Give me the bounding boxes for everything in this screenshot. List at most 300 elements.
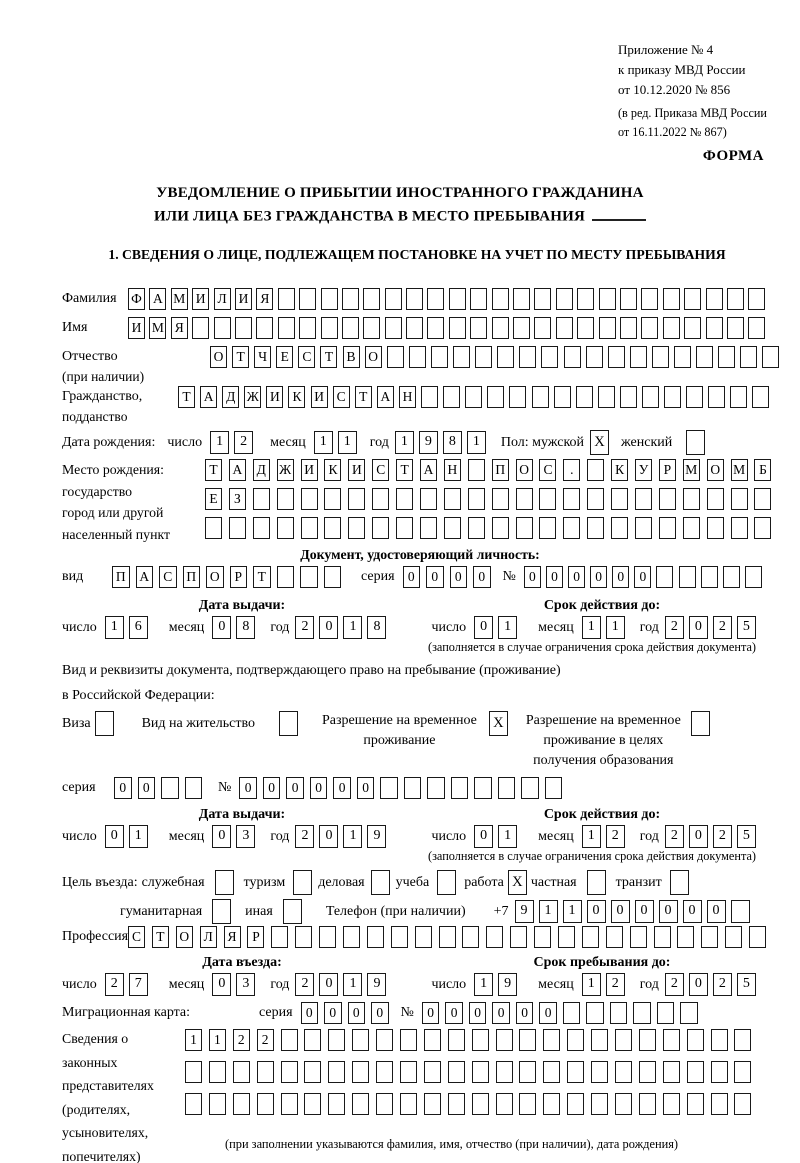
char-cell[interactable] [304, 1029, 321, 1051]
char-cell[interactable] [635, 488, 652, 510]
char-cell[interactable] [324, 488, 341, 510]
purpose-humanitarian-checkbox[interactable] [212, 899, 231, 924]
char-cell[interactable] [497, 346, 514, 368]
char-cell[interactable] [711, 1093, 728, 1115]
char-cell[interactable] [541, 346, 558, 368]
char-cell[interactable] [281, 1093, 298, 1115]
char-cell[interactable]: Т [178, 386, 195, 408]
char-cell[interactable] [468, 517, 485, 539]
char-cell[interactable] [663, 1029, 680, 1051]
char-cell[interactable] [701, 566, 718, 588]
char-cell[interactable] [400, 1093, 417, 1115]
char-cell[interactable] [711, 1029, 728, 1051]
char-cell[interactable] [748, 288, 765, 310]
char-cell[interactable] [444, 517, 461, 539]
char-cell[interactable] [684, 288, 701, 310]
char-cell[interactable] [304, 1093, 321, 1115]
char-cell[interactable]: П [183, 566, 201, 588]
char-cell[interactable]: 0 [492, 1002, 510, 1024]
char-cell[interactable]: 0 [524, 566, 541, 588]
char-cell[interactable] [543, 1093, 560, 1115]
char-cell[interactable] [663, 317, 680, 339]
char-cell[interactable] [587, 459, 604, 481]
char-cell[interactable] [620, 386, 637, 408]
char-cell[interactable]: С [333, 386, 350, 408]
char-cell[interactable] [599, 288, 616, 310]
char-cell[interactable] [209, 1093, 226, 1115]
char-cell[interactable]: 0 [403, 566, 421, 588]
char-cell[interactable] [214, 317, 231, 339]
char-cell[interactable] [567, 1093, 584, 1115]
purpose-other-checkbox[interactable] [283, 899, 302, 924]
char-cell[interactable]: 0 [319, 973, 338, 996]
temp-residence-checkbox[interactable]: X [489, 711, 508, 736]
char-cell[interactable]: Т [205, 459, 222, 481]
char-cell[interactable] [421, 386, 438, 408]
char-cell[interactable] [376, 1061, 393, 1083]
char-cell[interactable]: Т [232, 346, 249, 368]
char-cell[interactable]: 2 [713, 616, 732, 639]
char-cell[interactable]: А [377, 386, 394, 408]
char-cell[interactable]: 2 [606, 825, 625, 848]
char-cell[interactable] [639, 1093, 656, 1115]
char-cell[interactable]: О [707, 459, 724, 481]
char-cell[interactable]: 0 [324, 1002, 342, 1024]
char-cell[interactable] [444, 488, 461, 510]
char-cell[interactable]: 0 [568, 566, 585, 588]
char-cell[interactable]: И [128, 317, 145, 339]
char-cell[interactable]: 1 [105, 616, 124, 639]
char-cell[interactable] [185, 1061, 202, 1083]
char-cell[interactable]: З [229, 488, 246, 510]
char-cell[interactable] [577, 317, 594, 339]
char-cell[interactable]: О [206, 566, 224, 588]
char-cell[interactable] [539, 488, 556, 510]
char-cell[interactable]: Ч [254, 346, 271, 368]
char-cell[interactable]: 0 [212, 616, 231, 639]
char-cell[interactable] [582, 926, 599, 948]
char-cell[interactable] [598, 386, 615, 408]
char-cell[interactable] [633, 1002, 651, 1024]
char-cell[interactable]: А [136, 566, 154, 588]
char-cell[interactable] [521, 777, 539, 799]
char-cell[interactable] [563, 1002, 581, 1024]
char-cell[interactable] [324, 517, 341, 539]
char-cell[interactable] [161, 777, 179, 799]
char-cell[interactable] [510, 926, 527, 948]
char-cell[interactable]: 0 [239, 777, 257, 799]
char-cell[interactable]: 0 [635, 900, 654, 923]
char-cell[interactable] [192, 317, 209, 339]
char-cell[interactable]: Е [276, 346, 293, 368]
char-cell[interactable]: 0 [689, 973, 708, 996]
char-cell[interactable]: 0 [689, 616, 708, 639]
char-cell[interactable]: 1 [474, 973, 493, 996]
char-cell[interactable] [427, 777, 445, 799]
char-cell[interactable]: 0 [445, 1002, 463, 1024]
char-cell[interactable] [427, 317, 444, 339]
char-cell[interactable] [615, 1029, 632, 1051]
char-cell[interactable]: Я [224, 926, 241, 948]
char-cell[interactable]: 1 [498, 616, 517, 639]
char-cell[interactable] [748, 317, 765, 339]
char-cell[interactable]: М [171, 288, 188, 310]
purpose-study-checkbox[interactable] [437, 870, 456, 895]
char-cell[interactable] [656, 566, 673, 588]
char-cell[interactable] [663, 1061, 680, 1083]
char-cell[interactable] [610, 1002, 628, 1024]
char-cell[interactable]: С [372, 459, 389, 481]
char-cell[interactable]: 0 [474, 825, 493, 848]
char-cell[interactable] [420, 517, 437, 539]
char-cell[interactable] [376, 1029, 393, 1051]
char-cell[interactable] [319, 926, 336, 948]
char-cell[interactable] [406, 288, 423, 310]
char-cell[interactable] [209, 1061, 226, 1083]
char-cell[interactable]: 2 [606, 973, 625, 996]
char-cell[interactable]: 0 [105, 825, 124, 848]
char-cell[interactable]: 0 [546, 566, 563, 588]
char-cell[interactable]: 9 [367, 825, 386, 848]
char-cell[interactable] [734, 1093, 751, 1115]
char-cell[interactable] [496, 1029, 513, 1051]
char-cell[interactable]: С [539, 459, 556, 481]
char-cell[interactable]: 0 [516, 1002, 534, 1024]
char-cell[interactable] [474, 777, 492, 799]
char-cell[interactable] [556, 317, 573, 339]
char-cell[interactable] [472, 1029, 489, 1051]
char-cell[interactable]: 9 [419, 431, 438, 454]
char-cell[interactable]: И [192, 288, 209, 310]
char-cell[interactable] [299, 317, 316, 339]
char-cell[interactable] [367, 926, 384, 948]
char-cell[interactable] [468, 459, 485, 481]
char-cell[interactable]: 1 [343, 616, 362, 639]
char-cell[interactable] [328, 1061, 345, 1083]
char-cell[interactable] [470, 317, 487, 339]
char-cell[interactable]: 0 [371, 1002, 389, 1024]
char-cell[interactable]: 5 [737, 825, 756, 848]
char-cell[interactable] [620, 317, 637, 339]
char-cell[interactable] [567, 1029, 584, 1051]
char-cell[interactable]: Я [171, 317, 188, 339]
char-cell[interactable] [752, 386, 769, 408]
char-cell[interactable] [534, 926, 551, 948]
char-cell[interactable] [639, 1061, 656, 1083]
char-cell[interactable]: 2 [665, 616, 684, 639]
char-cell[interactable]: Н [444, 459, 461, 481]
visa-checkbox[interactable] [95, 711, 114, 736]
purpose-official-checkbox[interactable] [215, 870, 234, 895]
char-cell[interactable]: 2 [234, 431, 253, 454]
char-cell[interactable] [677, 926, 694, 948]
char-cell[interactable]: 0 [114, 777, 132, 799]
char-cell[interactable] [718, 346, 735, 368]
char-cell[interactable]: 0 [426, 566, 444, 588]
char-cell[interactable] [554, 386, 571, 408]
char-cell[interactable]: 0 [357, 777, 375, 799]
char-cell[interactable] [277, 517, 294, 539]
char-cell[interactable] [731, 488, 748, 510]
char-cell[interactable] [730, 386, 747, 408]
char-cell[interactable]: 0 [212, 825, 231, 848]
char-cell[interactable]: 0 [469, 1002, 487, 1024]
char-cell[interactable] [591, 1029, 608, 1051]
char-cell[interactable] [519, 1029, 536, 1051]
char-cell[interactable]: С [159, 566, 177, 588]
char-cell[interactable]: П [492, 459, 509, 481]
char-cell[interactable] [448, 1061, 465, 1083]
char-cell[interactable] [299, 288, 316, 310]
char-cell[interactable]: 2 [713, 973, 732, 996]
char-cell[interactable] [424, 1061, 441, 1083]
char-cell[interactable] [513, 288, 530, 310]
char-cell[interactable] [558, 926, 575, 948]
char-cell[interactable] [707, 488, 724, 510]
char-cell[interactable] [686, 386, 703, 408]
char-cell[interactable] [352, 1093, 369, 1115]
char-cell[interactable]: 0 [286, 777, 304, 799]
char-cell[interactable]: Т [253, 566, 271, 588]
char-cell[interactable] [277, 488, 294, 510]
char-cell[interactable] [468, 488, 485, 510]
char-cell[interactable] [185, 777, 203, 799]
purpose-private-checkbox[interactable] [587, 870, 606, 895]
char-cell[interactable] [185, 1093, 202, 1115]
char-cell[interactable] [363, 288, 380, 310]
char-cell[interactable] [606, 926, 623, 948]
char-cell[interactable] [652, 346, 669, 368]
char-cell[interactable] [587, 488, 604, 510]
char-cell[interactable]: 2 [295, 616, 314, 639]
char-cell[interactable]: И [235, 288, 252, 310]
char-cell[interactable] [663, 288, 680, 310]
char-cell[interactable] [687, 1061, 704, 1083]
char-cell[interactable]: М [731, 459, 748, 481]
char-cell[interactable]: Т [320, 346, 337, 368]
char-cell[interactable]: У [635, 459, 652, 481]
char-cell[interactable]: О [516, 459, 533, 481]
char-cell[interactable] [372, 488, 389, 510]
char-cell[interactable]: 1 [129, 825, 148, 848]
char-cell[interactable] [659, 517, 676, 539]
char-cell[interactable] [420, 488, 437, 510]
char-cell[interactable] [475, 346, 492, 368]
char-cell[interactable] [277, 566, 295, 588]
char-cell[interactable] [564, 346, 581, 368]
char-cell[interactable]: Р [659, 459, 676, 481]
char-cell[interactable]: 0 [348, 1002, 366, 1024]
char-cell[interactable]: Т [152, 926, 169, 948]
char-cell[interactable]: 1 [395, 431, 414, 454]
char-cell[interactable] [539, 517, 556, 539]
sex-female-checkbox[interactable] [686, 430, 705, 455]
char-cell[interactable] [324, 566, 342, 588]
char-cell[interactable]: 0 [473, 566, 491, 588]
char-cell[interactable] [642, 386, 659, 408]
char-cell[interactable]: К [324, 459, 341, 481]
char-cell[interactable] [400, 1029, 417, 1051]
char-cell[interactable]: 0 [474, 616, 493, 639]
char-cell[interactable]: 1 [606, 616, 625, 639]
char-cell[interactable]: Л [200, 926, 217, 948]
char-cell[interactable] [281, 1061, 298, 1083]
char-cell[interactable] [465, 386, 482, 408]
char-cell[interactable]: И [348, 459, 365, 481]
char-cell[interactable] [734, 1061, 751, 1083]
edu-residence-checkbox[interactable] [691, 711, 710, 736]
char-cell[interactable] [563, 488, 580, 510]
char-cell[interactable] [567, 1061, 584, 1083]
char-cell[interactable] [519, 346, 536, 368]
char-cell[interactable] [406, 317, 423, 339]
char-cell[interactable] [396, 517, 413, 539]
char-cell[interactable] [257, 1093, 274, 1115]
char-cell[interactable] [754, 517, 771, 539]
char-cell[interactable] [754, 488, 771, 510]
char-cell[interactable] [659, 488, 676, 510]
char-cell[interactable] [543, 1061, 560, 1083]
char-cell[interactable] [611, 488, 628, 510]
char-cell[interactable] [300, 566, 318, 588]
char-cell[interactable] [516, 488, 533, 510]
char-cell[interactable] [654, 926, 671, 948]
char-cell[interactable]: 1 [582, 825, 601, 848]
char-cell[interactable] [348, 488, 365, 510]
char-cell[interactable] [253, 517, 270, 539]
char-cell[interactable] [363, 317, 380, 339]
char-cell[interactable] [674, 346, 691, 368]
char-cell[interactable]: Д [222, 386, 239, 408]
char-cell[interactable] [740, 346, 757, 368]
char-cell[interactable] [683, 488, 700, 510]
char-cell[interactable]: 0 [301, 1002, 319, 1024]
char-cell[interactable] [415, 926, 432, 948]
char-cell[interactable]: К [611, 459, 628, 481]
char-cell[interactable] [449, 288, 466, 310]
char-cell[interactable]: 0 [590, 566, 607, 588]
char-cell[interactable] [424, 1093, 441, 1115]
char-cell[interactable] [321, 288, 338, 310]
char-cell[interactable]: 2 [665, 973, 684, 996]
char-cell[interactable] [706, 317, 723, 339]
char-cell[interactable]: Ж [277, 459, 294, 481]
char-cell[interactable] [707, 517, 724, 539]
char-cell[interactable]: И [311, 386, 328, 408]
char-cell[interactable] [687, 1093, 704, 1115]
char-cell[interactable] [304, 1061, 321, 1083]
char-cell[interactable] [749, 926, 766, 948]
char-cell[interactable] [762, 346, 779, 368]
char-cell[interactable]: Т [355, 386, 372, 408]
char-cell[interactable]: 1 [539, 900, 558, 923]
char-cell[interactable] [278, 288, 295, 310]
char-cell[interactable] [599, 317, 616, 339]
char-cell[interactable] [443, 386, 460, 408]
char-cell[interactable]: 2 [295, 825, 314, 848]
char-cell[interactable] [615, 1093, 632, 1115]
char-cell[interactable] [233, 1093, 250, 1115]
purpose-tourism-checkbox[interactable] [293, 870, 312, 895]
char-cell[interactable] [701, 926, 718, 948]
char-cell[interactable]: 0 [212, 973, 231, 996]
char-cell[interactable] [233, 1061, 250, 1083]
char-cell[interactable] [387, 346, 404, 368]
char-cell[interactable] [639, 1029, 656, 1051]
char-cell[interactable]: 0 [450, 566, 468, 588]
char-cell[interactable]: . [563, 459, 580, 481]
char-cell[interactable] [385, 288, 402, 310]
char-cell[interactable] [696, 346, 713, 368]
char-cell[interactable]: 0 [587, 900, 606, 923]
purpose-transit-checkbox[interactable] [670, 870, 689, 895]
char-cell[interactable] [256, 317, 273, 339]
char-cell[interactable]: Т [396, 459, 413, 481]
char-cell[interactable]: 0 [539, 1002, 557, 1024]
char-cell[interactable] [424, 1029, 441, 1051]
char-cell[interactable] [396, 488, 413, 510]
sex-male-checkbox[interactable]: X [590, 430, 609, 455]
char-cell[interactable] [534, 288, 551, 310]
char-cell[interactable] [586, 1002, 604, 1024]
char-cell[interactable] [630, 926, 647, 948]
char-cell[interactable]: 8 [367, 616, 386, 639]
char-cell[interactable]: 0 [138, 777, 156, 799]
char-cell[interactable]: 0 [612, 566, 629, 588]
char-cell[interactable] [630, 346, 647, 368]
char-cell[interactable]: П [112, 566, 130, 588]
char-cell[interactable] [679, 566, 696, 588]
char-cell[interactable]: А [229, 459, 246, 481]
char-cell[interactable]: Е [205, 488, 222, 510]
char-cell[interactable]: 0 [310, 777, 328, 799]
purpose-work-checkbox[interactable]: X [508, 870, 527, 895]
char-cell[interactable] [400, 1061, 417, 1083]
char-cell[interactable]: 1 [338, 431, 357, 454]
char-cell[interactable]: 2 [105, 973, 124, 996]
char-cell[interactable] [563, 517, 580, 539]
char-cell[interactable]: 1 [582, 616, 601, 639]
char-cell[interactable]: А [200, 386, 217, 408]
char-cell[interactable]: И [301, 459, 318, 481]
char-cell[interactable]: 0 [422, 1002, 440, 1024]
char-cell[interactable] [451, 777, 469, 799]
char-cell[interactable]: 2 [665, 825, 684, 848]
char-cell[interactable] [591, 1061, 608, 1083]
char-cell[interactable] [409, 346, 426, 368]
char-cell[interactable] [731, 900, 750, 923]
char-cell[interactable]: А [149, 288, 166, 310]
char-cell[interactable]: 0 [333, 777, 351, 799]
char-cell[interactable]: М [149, 317, 166, 339]
char-cell[interactable] [723, 566, 740, 588]
char-cell[interactable] [205, 517, 222, 539]
char-cell[interactable]: 9 [498, 973, 517, 996]
char-cell[interactable] [492, 517, 509, 539]
char-cell[interactable] [342, 288, 359, 310]
char-cell[interactable]: 8 [236, 616, 255, 639]
char-cell[interactable]: 0 [689, 825, 708, 848]
char-cell[interactable]: 0 [319, 825, 338, 848]
char-cell[interactable]: 1 [343, 973, 362, 996]
char-cell[interactable] [352, 1061, 369, 1083]
char-cell[interactable] [664, 386, 681, 408]
char-cell[interactable]: 0 [659, 900, 678, 923]
char-cell[interactable] [516, 517, 533, 539]
char-cell[interactable] [257, 1061, 274, 1083]
char-cell[interactable] [498, 777, 516, 799]
char-cell[interactable] [509, 386, 526, 408]
